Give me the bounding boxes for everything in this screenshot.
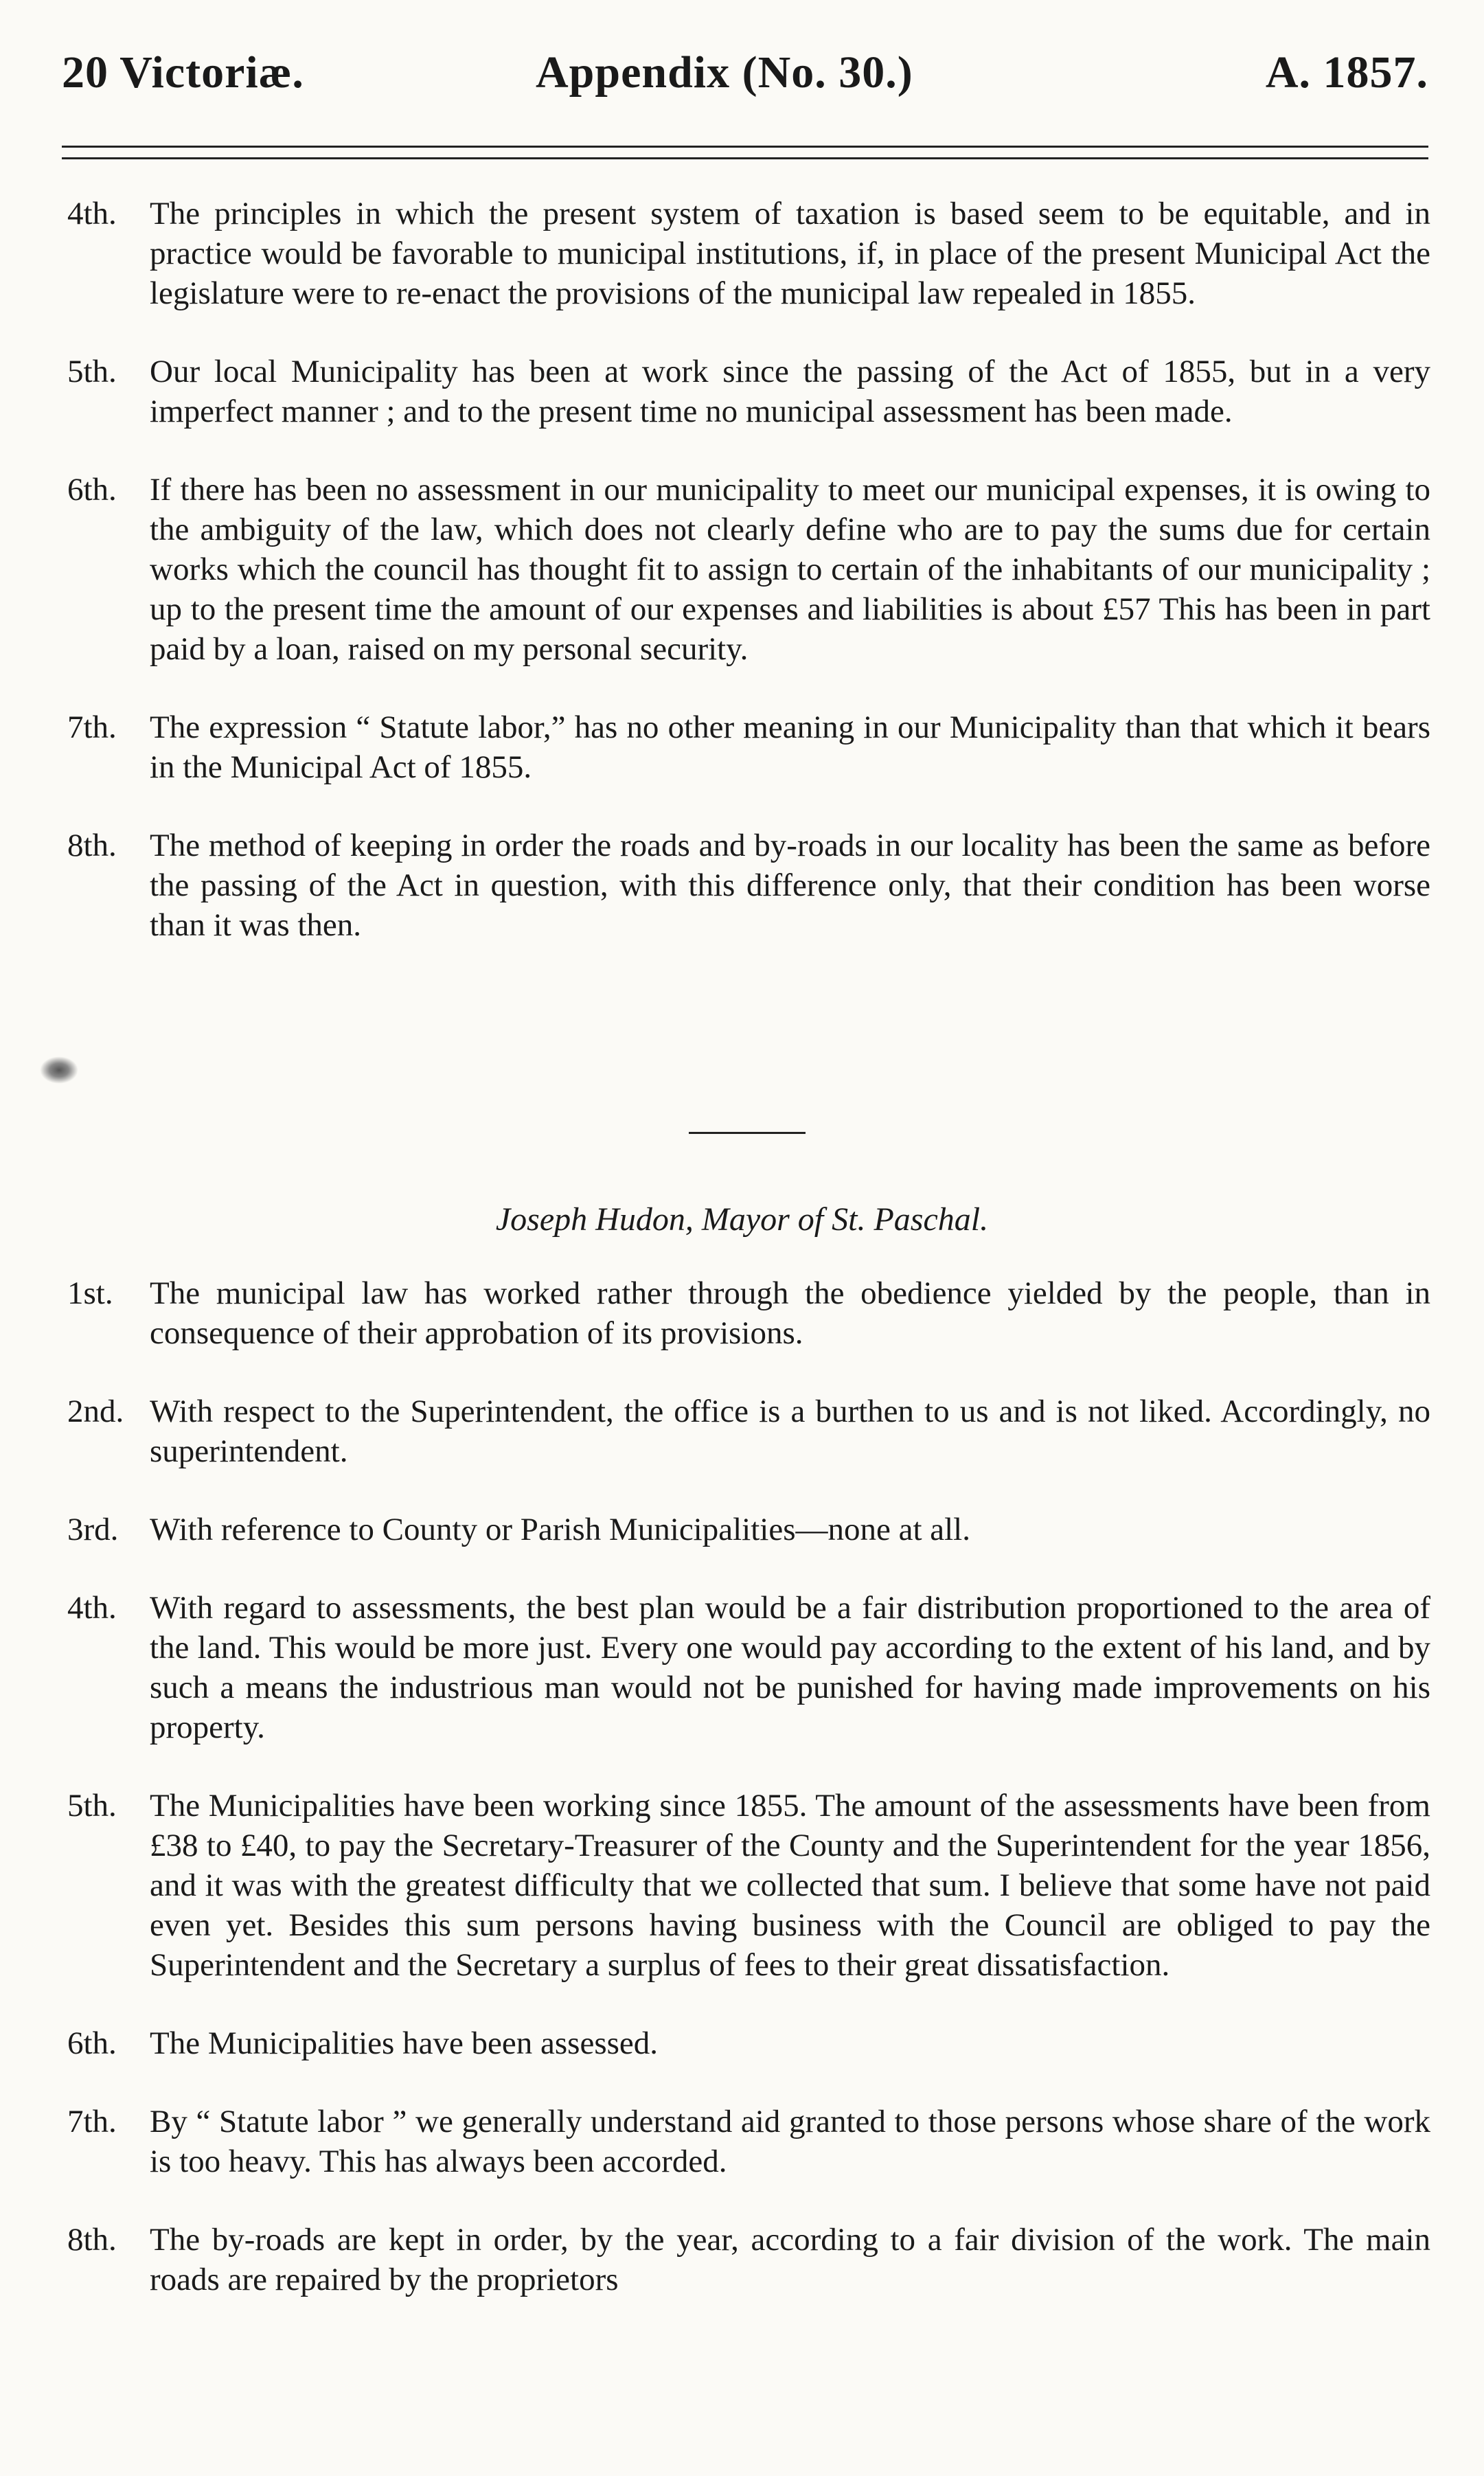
ink-smudge (40, 1056, 78, 1084)
item-number: 7th. (67, 2104, 117, 2139)
item-number: 5th. (67, 354, 117, 389)
item-text: The by-roads are kept in order, by the year, according to a fair division of the work. The main roads are repaired by the proprietors (150, 2222, 1430, 2297)
answer-item (67, 1786, 1430, 1985)
answer-item (67, 1588, 1430, 1747)
item-text: The Municipalities have been working since 1855. The amount of the assessments have been from £38 to £40, to pay the Secretary-Treasurer of the County and the Superintendent for the year 1856, and it was with the greatest difficulty that we collected that sum. I believe that some have not paid even yet. Besides this sum persons having business with the Council are obliged to pay the Superintendent and the Secretary a surplus of fees to their great dissatisfaction. (150, 1788, 1430, 1983)
item-text: The expression “ Statute labor,” has no other meaning in our Municipality than that which it bears in the Municipal Act of 1855. (150, 709, 1430, 785)
item-number: 7th. (67, 709, 117, 745)
answer-item (67, 194, 1430, 313)
item-number: 8th. (67, 2222, 117, 2258)
answer-item (67, 2220, 1430, 2299)
answer-item (67, 1273, 1430, 1353)
item-text: The method of keeping in order the roads and by-roads in our locality has been the same as before the passing of the Act in question, with this difference only, that their condition has been worse than it was then. (150, 828, 1430, 943)
item-number: 1st. (67, 1275, 113, 1311)
item-text: With regard to assessments, the best plan would be a fair distribution proportioned to the area of the land. This would be more just. Every one would pay according to the extent of his land, and by such a means the industrious man would not be punished for having made improvements on his property. (150, 1590, 1430, 1745)
answer-item (67, 470, 1430, 669)
item-text: By “ Statute labor ” we generally understand aid granted to those persons whose share of the work is too heavy. This has always been accorded. (150, 2104, 1430, 2179)
header-year: A. 1857. (1265, 47, 1428, 98)
header-session: 20 Victoriæ. (62, 47, 304, 98)
item-text: If there has been no assessment in our municipality to meet our municipal expenses, it is owing to the ambiguity of the law, which does not clearly define who are to pay the sums due for certain works which the council has thought fit to assign to certain of the inhabitants of our municipality ; up to the present time the amount of our expenses and liabilities is about £57 This has been in part paid by a loan, raised on my personal security. (150, 472, 1430, 667)
answer-item (67, 1392, 1430, 1471)
item-number: 5th. (67, 1788, 117, 1824)
answer-item (67, 707, 1430, 787)
item-text: The principles in which the present system of taxation is based seem to be equitable, and in practice would be favorable to municipal institutions, if, in place of the present Municipal Act the legislature were to re-enact the provisions of the municipal law repealed in 1855. (150, 196, 1430, 311)
item-number: 2nd. (67, 1394, 124, 1429)
answers-section-2 (67, 1273, 1430, 2299)
item-text: The municipal law has worked rather through the obedience yielded by the people, than in consequence of their approbation of its provisions. (150, 1275, 1430, 1351)
item-text: The Municipalities have been assessed. (150, 2025, 659, 2061)
item-number: 6th. (67, 472, 117, 508)
item-text: Our local Municipality has been at work since the passing of the Act of 1855, but in a very imperfect manner ; and to the present time no municipal assessment has been made. (150, 354, 1430, 429)
answers-section-1 (67, 194, 1430, 945)
respondent-heading: Joseph Hudon, Mayor of St. Paschal. (495, 1201, 989, 1238)
answer-item (67, 352, 1430, 431)
page-header (62, 47, 1428, 122)
item-number: 4th. (67, 196, 117, 231)
item-number: 3rd. (67, 1512, 119, 1547)
item-text: With respect to the Superintendent, the office is a burthen to us and is not liked. Accordingly, no superintendent. (150, 1394, 1430, 1469)
item-number: 8th. (67, 828, 117, 863)
header-double-rule (62, 146, 1428, 159)
item-number: 6th. (67, 2025, 117, 2061)
item-number: 4th. (67, 1590, 117, 1626)
answer-item (67, 826, 1430, 945)
answer-item (67, 1510, 1430, 1549)
answer-item (67, 2023, 1430, 2063)
section-separator (689, 1132, 806, 1134)
answer-item (67, 2102, 1430, 2181)
header-appendix: Appendix (No. 30.) (536, 47, 913, 98)
item-text: With reference to County or Parish Municipalities—none at all. (150, 1512, 970, 1547)
